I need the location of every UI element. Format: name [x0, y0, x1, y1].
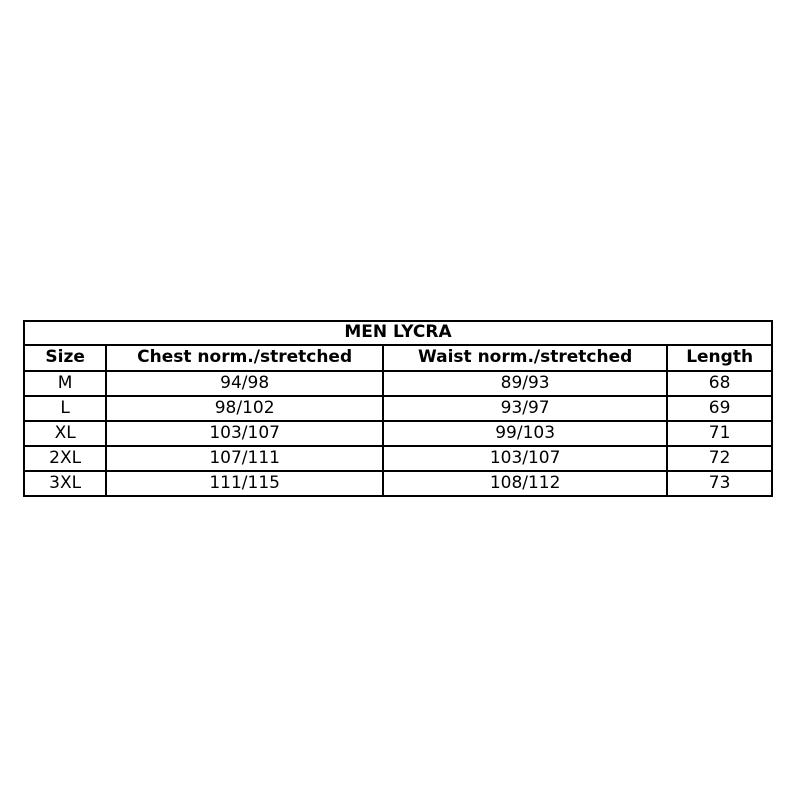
cell-waist: 103/107 — [383, 446, 667, 471]
cell-length: 69 — [667, 396, 772, 421]
cell-size: XL — [24, 421, 106, 446]
size-chart-table — [23, 320, 773, 497]
table-row — [24, 471, 772, 496]
cell-waist: 93/97 — [383, 396, 667, 421]
table-row — [24, 371, 772, 396]
cell-size: L — [24, 396, 106, 421]
cell-size: M — [24, 371, 106, 396]
cell-length: 71 — [667, 421, 772, 446]
cell-length: 73 — [667, 471, 772, 496]
cell-size: 3XL — [24, 471, 106, 496]
cell-length: 68 — [667, 371, 772, 396]
table-header-row — [24, 345, 772, 371]
column-header-length: Length — [667, 345, 772, 371]
cell-size: 2XL — [24, 446, 106, 471]
cell-chest: 107/111 — [106, 446, 383, 471]
table-row — [24, 421, 772, 446]
table-title-row — [24, 321, 772, 345]
cell-chest: 103/107 — [106, 421, 383, 446]
size-chart-container — [23, 320, 773, 497]
column-header-chest: Chest norm./stretched — [106, 345, 383, 371]
column-header-size: Size — [24, 345, 106, 371]
cell-waist: 108/112 — [383, 471, 667, 496]
cell-chest: 98/102 — [106, 396, 383, 421]
cell-length: 72 — [667, 446, 772, 471]
column-header-waist: Waist norm./stretched — [383, 345, 667, 371]
table-row — [24, 396, 772, 421]
cell-chest: 111/115 — [106, 471, 383, 496]
cell-waist: 89/93 — [383, 371, 667, 396]
cell-chest: 94/98 — [106, 371, 383, 396]
table-title: MEN LYCRA — [24, 321, 772, 345]
cell-waist: 99/103 — [383, 421, 667, 446]
table-row — [24, 446, 772, 471]
